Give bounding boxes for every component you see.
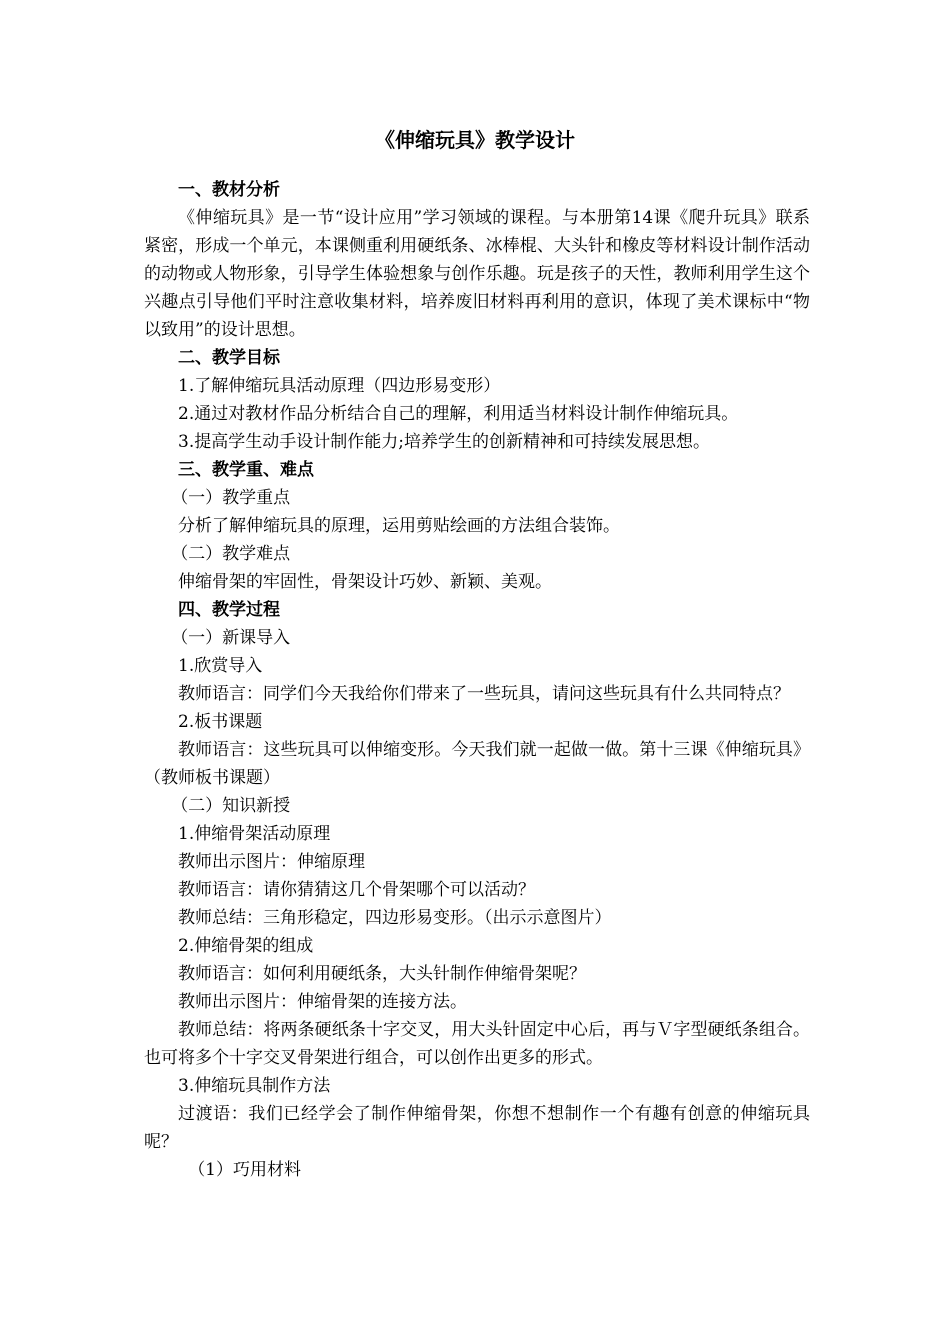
document-body bbox=[144, 176, 810, 1184]
paragraph: 2.伸缩骨架的组成 bbox=[178, 936, 314, 956]
subsection-heading: （二）教学难点 bbox=[171, 544, 291, 564]
subsection-heading: （一）教学重点 bbox=[171, 488, 291, 508]
paragraph: 教师语言：请你猜猜这几个骨架哪个可以活动？ bbox=[178, 880, 535, 900]
paragraph: 教师总结：三角形稳定，四边形易变形。（出示示意图片） bbox=[178, 908, 612, 928]
paragraph: 伸缩骨架的牢固性，骨架设计巧妙、新颖、美观。 bbox=[178, 572, 552, 592]
section-heading: 二、教学目标 bbox=[178, 348, 280, 368]
paragraph: 教师出示图片：伸缩原理 bbox=[178, 852, 365, 872]
subsection-heading: （一）新课导入 bbox=[171, 628, 291, 648]
subsection-heading: （二）知识新授 bbox=[171, 796, 291, 816]
paragraph: （1）巧用材料 bbox=[188, 1160, 302, 1180]
list-item: 3.提高学生动手设计制作能力;培养学生的创新精神和可持续发展思想。 bbox=[178, 432, 710, 452]
list-item: 1.了解伸缩玩具活动原理（四边形易变形） bbox=[178, 376, 501, 396]
paragraph: 2.板书课题 bbox=[178, 712, 263, 732]
paragraph: 教师出示图片：伸缩骨架的连接方法。 bbox=[178, 992, 467, 1012]
paragraph: 1.伸缩骨架活动原理 bbox=[178, 824, 331, 844]
paragraph: 教师总结：将两条硬纸条十字交叉，用大头针固定中心后，再与Ｖ字型硬纸条组合。也可将多个十字交叉骨架进行组合，可以创作出更多的形式。 bbox=[144, 1020, 810, 1068]
paragraph: 教师语言：如何利用硬纸条，大头针制作伸缩骨架呢？ bbox=[178, 964, 586, 984]
section-heading: 一、教材分析 bbox=[178, 180, 280, 200]
document-title: 《伸缩玩具》教学设计 bbox=[375, 128, 575, 152]
paragraph: 教师语言：同学们今天我给你们带来了一些玩具，请问这些玩具有什么共同特点？ bbox=[178, 684, 790, 704]
paragraph: 分析了解伸缩玩具的原理，运用剪贴绘画的方法组合装饰。 bbox=[178, 516, 620, 536]
paragraph: 过渡语：我们已经学会了制作伸缩骨架，你想不想制作一个有趣有创意的伸缩玩具呢？ bbox=[144, 1104, 810, 1152]
section-heading: 四、教学过程 bbox=[178, 600, 280, 620]
paragraph: 1.欣赏导入 bbox=[178, 656, 263, 676]
list-item: 2.通过对教材作品分析结合自己的理解，利用适当材料设计制作伸缩玩具。 bbox=[178, 404, 739, 424]
paragraph: 3.伸缩玩具制作方法 bbox=[178, 1076, 331, 1096]
section-heading: 三、教学重、难点 bbox=[178, 460, 314, 480]
paragraph: 教师语言：这些玩具可以伸缩变形。今天我们就一起做一做。第十三课《伸缩玩具》（教师板书课题） bbox=[144, 740, 810, 788]
paragraph: 《伸缩玩具》是一节“设计应用”学习领域的课程。与本册第14课《爬升玩具》联系紧密，形成一个单元，本课侧重利用硬纸条、冰棒棍、大头针和橡皮等材料设计制作活动的动物或人物形象，引导学生体验想象与创作乐趣。玩是孩子的天性，教师利用学生这个兴趣点引导他们平时注意收集材料，培养废旧材料再利用的意识，体现了美术课标中“物以致用”的设计思想。 bbox=[144, 208, 810, 340]
